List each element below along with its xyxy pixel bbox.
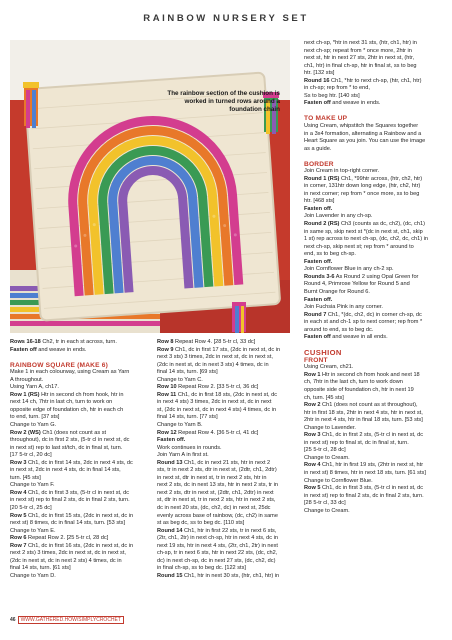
instruction-text: Ch2, tr in each st across, turn. xyxy=(40,339,117,345)
instruction-text: sts, tr in next 2 sts, dtr in next st, (2dtr, ch1, 2dtr) xyxy=(157,467,277,474)
text-line xyxy=(304,379,446,387)
instruction-text: in corner, 131htr down long edge, (htr, ch2, htr) xyxy=(304,183,421,190)
text-line xyxy=(157,535,299,543)
text-line xyxy=(304,334,446,342)
text-line xyxy=(304,372,446,380)
text-line xyxy=(304,455,446,463)
instruction-text: Change to Yarn F. xyxy=(10,482,55,489)
text-line xyxy=(304,55,446,63)
instruction-label: Row 11 xyxy=(157,391,177,398)
instruction-label: Row 9 xyxy=(157,346,174,353)
instruction-text: Ch1, *99htr across, (htr, ch2, htr) xyxy=(339,175,423,182)
instruction-text: next ch-sp, skip next st; rep from * around to xyxy=(304,243,414,250)
text-line xyxy=(157,362,299,370)
section-heading: BORDER xyxy=(304,160,334,168)
text-line xyxy=(10,505,150,513)
text-line xyxy=(157,573,299,581)
text-line xyxy=(304,191,446,199)
instruction-label: Fasten off. xyxy=(304,205,333,212)
instruction-text: Change to Cream. xyxy=(304,454,350,461)
text-line xyxy=(157,399,299,407)
instruction-label: Row 4 xyxy=(304,462,321,469)
text-line xyxy=(157,475,299,483)
page-header: RAINBOW NURSERY SET xyxy=(143,13,309,24)
instruction-text: Ch1 (does not count as st xyxy=(40,429,107,436)
instruction-text: opposite edge of foundation ch, htr in each ch xyxy=(10,406,124,413)
instruction-text: Repeat Row 2. [25 5-tr cl, 28 dc] xyxy=(26,535,109,542)
instruction-text: Ch1, dc in first 14 sts, 2dc in next 4 sts, dc xyxy=(26,459,133,466)
page-footer xyxy=(10,617,124,623)
text-line xyxy=(157,377,299,385)
instruction-text: final 14 sts, turn. [69 sts] xyxy=(157,369,218,376)
instruction-label: Round 16 xyxy=(304,77,330,84)
instruction-text: Ch1, dc in next 21 sts, htr in next 2 xyxy=(182,459,271,466)
instruction-text: Ch1, dc in first 16 sts, (2dc in next st, dc in xyxy=(26,542,134,549)
text-line xyxy=(304,447,446,455)
instruction-text: Ch1, htr in next 30 sts, (htr, ch1, htr) in xyxy=(182,572,280,579)
section-heading: RAINBOW SQUARE (MAKE 6) xyxy=(10,361,109,369)
text-line xyxy=(304,221,446,229)
text-line xyxy=(10,392,150,400)
text-line xyxy=(304,462,446,470)
text-line xyxy=(304,387,446,395)
text-line xyxy=(304,312,446,320)
text-line xyxy=(304,259,446,267)
text-line xyxy=(10,573,150,581)
instruction-text: htr in first 18 sts, 2htr in next 4 sts, htr in next st, xyxy=(304,409,423,416)
instruction-text: Ch3 (counts as dc, ch2), (dc, ch1) xyxy=(339,221,425,228)
instruction-label: Round 7 xyxy=(304,311,327,318)
instruction-text: Ch1, *htr to next ch-sp, (htr, ch1, htr) xyxy=(329,77,422,84)
text-line xyxy=(157,407,299,415)
text-line xyxy=(304,297,446,305)
instruction-text: As Round 2 using Opal Green for xyxy=(334,273,419,280)
instruction-text: and weave in ends. xyxy=(330,100,381,107)
instruction-label: Row 5 xyxy=(304,485,321,492)
text-line xyxy=(304,244,446,252)
instruction-text: Using Cream, whipstitch the Squares together xyxy=(304,122,419,129)
text-line xyxy=(304,470,446,478)
instruction-text: next 14 ch, 7htr in last ch, turn to work on xyxy=(10,399,113,406)
text-line xyxy=(304,251,446,259)
instruction-label: Row 7 xyxy=(10,542,27,549)
text-line xyxy=(10,452,150,460)
instruction-text: end, ss to beg ch-sp. xyxy=(304,251,356,258)
instruction-text: A throughout. xyxy=(10,376,44,383)
section-heading: CUSHION xyxy=(304,348,342,358)
instruction-text: Ch1, dc in first 17 sts, (2dc in next st, dc in xyxy=(173,346,281,353)
instruction-text: Ch1, dc in first 2 sts, (5-tr cl in next st, dc xyxy=(320,432,424,439)
instruction-text: Make 1 in each colourway, using Cream as Yarn xyxy=(10,369,130,376)
text-line xyxy=(157,565,299,573)
text-line xyxy=(10,347,150,355)
text-line xyxy=(157,558,299,566)
tassel-left xyxy=(23,82,39,128)
text-line xyxy=(304,131,446,139)
instruction-text: next st) 8 times, dc in final 14 sts, turn. [53 sts] xyxy=(10,520,126,527)
instruction-text: in next st) rep to final 2 sts, dc in final 2 sts, turn. xyxy=(10,497,130,504)
instruction-text: throughout), dc in first 2 sts, (5-tr cl in next st, dc xyxy=(10,437,130,444)
instruction-text: 2htr in next 4 sts, htr in final 18 sts, turn. [53 sts] xyxy=(304,417,423,424)
text-line xyxy=(304,229,446,237)
text-line xyxy=(157,414,299,422)
text-line xyxy=(304,63,446,71)
text-line xyxy=(304,206,446,214)
text-line xyxy=(157,490,299,498)
instruction-label: Row 12 xyxy=(157,429,177,436)
instruction-label: Round 1 (RS) xyxy=(304,175,340,182)
instruction-label: Row 2 (WS) xyxy=(10,429,41,436)
instruction-label: Fasten off. xyxy=(157,437,186,444)
text-line xyxy=(304,213,446,221)
text-line xyxy=(157,452,299,460)
text-line xyxy=(304,327,446,335)
instruction-text: Change to Yarn G. xyxy=(10,421,57,428)
instruction-label: Round 14 xyxy=(157,527,183,534)
instruction-label: Round 2 (RS) xyxy=(304,221,340,228)
text-line xyxy=(157,513,299,521)
text-line xyxy=(304,146,446,154)
instruction-text: around to end, ss to beg dc. xyxy=(304,326,374,333)
instruction-label: Row 6 xyxy=(10,535,27,542)
text-line xyxy=(157,347,299,355)
instruction-text: Round 4, Primrose Yellow for Round 5 and xyxy=(304,281,410,288)
text-line xyxy=(10,543,150,551)
instruction-label: Fasten off. xyxy=(304,296,333,303)
text-line xyxy=(10,384,150,392)
instruction-text: and weave in all ends. xyxy=(330,334,388,341)
instruction-text: Ss to beg htr. [140 sts] xyxy=(304,92,360,99)
instruction-text: as a guide. xyxy=(304,145,332,152)
instruction-text: next 2 sts) 3 times, 2dc in next st, dc in next st, xyxy=(10,550,126,557)
instruction-text: turn. [45 sts] xyxy=(10,474,41,481)
text-line xyxy=(10,475,150,483)
text-line xyxy=(157,422,299,430)
instruction-text: Repeat Row 2. [33 5-tr cl, 36 dc] xyxy=(176,384,259,391)
text-line xyxy=(10,369,150,377)
instruction-text: htr. [132 sts] xyxy=(304,70,335,77)
text-line xyxy=(304,425,446,433)
text-line xyxy=(157,339,299,347)
text-line xyxy=(304,198,446,206)
text-line xyxy=(10,550,150,558)
text-line xyxy=(157,437,299,445)
instruction-text: final 14 sts, turn. [61 sts] xyxy=(10,565,71,572)
instruction-text: [28 5-tr cl, 33 dc] xyxy=(304,500,346,507)
instruction-label: Row 4 xyxy=(10,489,27,496)
instruction-text: dc in next 20 sts, (dc, ch2, dc) in next st, 25dc xyxy=(157,505,271,512)
instruction-text: Join Yarn A in first st. xyxy=(157,452,209,459)
instruction-label: Row 1 (RS) xyxy=(10,391,40,398)
instruction-text: in next st, 2dc in next 4 sts, dc in final 14 sts, xyxy=(10,467,121,474)
instruction-text: [25 5-tr cl, 28 dc] xyxy=(304,447,346,454)
instruction-label: Fasten off. xyxy=(304,258,333,265)
instruction-label: Row 1 xyxy=(304,371,321,378)
instruction-text: ch-sp, tr in next 6 sts, htr in next 22 sts, (dc, ch2, xyxy=(157,550,278,557)
text-line xyxy=(304,440,446,448)
text-line xyxy=(157,467,299,475)
instruction-text: Ch1, htr in first 19 sts, (2htr in next st, htr xyxy=(320,462,424,469)
text-line xyxy=(10,377,150,385)
text-line xyxy=(304,364,446,372)
text-line xyxy=(10,565,150,573)
instruction-text: Join Cornflower Blue in any ch-2 sp. xyxy=(304,266,394,273)
text-line xyxy=(304,432,446,440)
text-line xyxy=(304,40,446,48)
text-line xyxy=(10,482,150,490)
text-line xyxy=(157,430,299,438)
instruction-label: Fasten off xyxy=(10,346,37,353)
text-line xyxy=(10,467,150,475)
instruction-text: in next st) rep to final st, dc in final st, turn. xyxy=(304,439,409,446)
instruction-text: Using Cream, ch21. xyxy=(304,364,354,371)
text-column-2 xyxy=(157,339,299,581)
instruction-text: next ch-sp; repeat from * once more, 2htr in xyxy=(304,47,412,54)
text-line xyxy=(304,168,446,176)
instruction-text: ch, turn. [45 sts] xyxy=(304,394,344,401)
instruction-text: Join Lavender in any ch-sp. xyxy=(304,213,373,220)
text-line xyxy=(157,392,299,400)
instruction-text: in next st) rep to last st/tch, dc in final st, turn. xyxy=(10,444,123,451)
instruction-text: Repeat Row 4. [28 5-tr cl, 33 dc] xyxy=(173,339,256,345)
instruction-text: in next st, dtr in next st, tr in next 2 sts, htr in xyxy=(157,474,267,481)
instruction-text: Htr in second ch from hook and next 18 xyxy=(320,371,420,378)
text-line xyxy=(157,528,299,536)
instruction-text: in next 4 sts) 3 times, 2dc in next st, dc in next xyxy=(157,399,272,406)
instruction-text: in each st and ch-1 sp to next corner; rep from * xyxy=(304,319,423,326)
text-line xyxy=(304,410,446,418)
instruction-text: next 3 sts) 3 times, 2dc in next st, dc in next st, xyxy=(157,354,273,361)
text-line xyxy=(10,399,150,407)
instruction-text: next 2 sts, dc in next 13 sts, htr in next 2 sts, tr in xyxy=(157,482,278,489)
text-line xyxy=(304,183,446,191)
instruction-text: htr. [468 sts] xyxy=(304,198,335,205)
instruction-text: dc) in next ch-sp, dc in next 27 sts, (dc, ch2, dc) xyxy=(157,557,276,564)
instruction-text: st as beg dc, ss to beg dc. [110 sts] xyxy=(157,520,245,527)
text-line xyxy=(304,176,446,184)
text-line xyxy=(10,528,150,536)
text-line xyxy=(157,482,299,490)
text-line xyxy=(157,497,299,505)
instruction-text: next st, htr in next 27 sts, 2htr in next st, (htr, xyxy=(304,55,415,62)
photo-caption: The rainbow section of the cushion is worked in turned rows around a foundation chain xyxy=(167,90,280,113)
text-line xyxy=(10,520,150,528)
section-heading: TO MAKE UP xyxy=(304,115,348,123)
instruction-text: [17 5-tr cl, 20 dc] xyxy=(10,452,52,459)
instruction-text: to end, turn. [37 sts] xyxy=(10,414,60,421)
instruction-text: next 2 sts, dtr in next st, (2dtr, ch1, 2dtr) in next xyxy=(157,489,274,496)
instruction-label: Row 3 xyxy=(304,432,321,439)
instruction-text: evenly across base of rainbow, (dc, ch2) in same xyxy=(157,512,278,519)
text-line xyxy=(10,497,150,505)
text-line xyxy=(304,93,446,101)
text-line xyxy=(304,289,446,297)
instruction-label: Fasten off xyxy=(304,100,331,107)
text-line xyxy=(304,395,446,403)
instruction-text: (2dc in next st, dc in next 2 sts) 4 times, dc in xyxy=(10,557,122,564)
text-line xyxy=(157,543,299,551)
instruction-text: in a 3x4 formation, alternating a Rainbow and a xyxy=(304,130,422,137)
instruction-text: Repeat Row 4. [36 5-tr cl, 41 dc] xyxy=(176,429,259,436)
text-line xyxy=(10,460,150,468)
text-line xyxy=(10,535,150,543)
instruction-label: Rows 16-18 xyxy=(10,339,41,345)
text-line xyxy=(304,281,446,289)
text-line xyxy=(304,138,446,146)
instruction-text: in next corner; rep from * once more, ss to beg xyxy=(304,190,420,197)
text-column-3 xyxy=(304,40,446,515)
text-line xyxy=(304,508,446,516)
instruction-text: st, (2dc in next st, dc in next 4 sts) 4 times, dc in xyxy=(157,406,277,413)
text-line xyxy=(10,513,150,521)
text-line xyxy=(304,417,446,425)
text-line xyxy=(304,274,446,282)
instruction-text: (2dc in next st, dc in next 3 sts) 4 times, dc in xyxy=(157,361,269,368)
text-line xyxy=(304,485,446,493)
text-line xyxy=(10,490,150,498)
text-line xyxy=(157,354,299,362)
instruction-text: next 19 sts, htr in next 4 sts, (2tr, ch1, 2tr) in next xyxy=(157,542,278,549)
instruction-text: Change to Cream. xyxy=(304,507,350,514)
instruction-text: in same sp, skip next st *(dc in next st, ch1, skip xyxy=(304,228,423,235)
instruction-text: 1 st) rep across to next ch-sp, (dc, ch2, dc, ch1) in xyxy=(304,236,429,243)
instruction-text: Burnt Orange for Round 6. xyxy=(304,288,370,295)
instruction-text: Change to Yarn D. xyxy=(10,572,56,579)
instruction-label: Row 3 xyxy=(10,459,27,466)
instruction-text: Ch1, dc in first 18 sts, (2dc in next st, dc xyxy=(176,391,278,398)
text-line xyxy=(10,339,150,347)
text-line xyxy=(10,445,150,453)
text-line xyxy=(304,236,446,244)
cushion-illustration xyxy=(10,40,290,333)
text-line xyxy=(157,384,299,392)
instruction-text: (2tr, ch1, 2tr) in next ch-sp, htr in next 4 sts, dc in xyxy=(157,535,278,542)
instruction-text: Ch1, dc in first 15 sts, (2dc in next st, dc in xyxy=(26,512,134,519)
text-line xyxy=(304,500,446,508)
instruction-text: Change to Cornflower Blue. xyxy=(304,477,373,484)
instruction-label: Round 13 xyxy=(157,459,183,466)
instruction-label: Row 5 xyxy=(10,512,27,519)
text-line xyxy=(157,550,299,558)
tassel-bottom-right xyxy=(232,302,246,333)
text-line xyxy=(304,85,446,93)
instruction-label: Rounds 3-6 xyxy=(304,273,335,280)
instruction-text: in final ch-sp, ss to beg dc. [122 sts] xyxy=(157,565,246,572)
text-line xyxy=(10,414,150,422)
instruction-text: Join Cream in top-right corner. xyxy=(304,168,380,175)
instruction-text: Using Yarn A, ch17. xyxy=(10,384,59,391)
rainbow-cushion-photo xyxy=(10,40,290,333)
spacer xyxy=(304,153,446,161)
instruction-text: Change to Yarn E. xyxy=(10,527,56,534)
section-heading: FRONT xyxy=(304,356,328,364)
instruction-label: Fasten off xyxy=(304,334,331,341)
instruction-text: ch, 7htr in the last ch, turn to work down xyxy=(304,379,403,386)
instruction-text: Change to Yarn B. xyxy=(157,422,203,429)
text-line xyxy=(304,70,446,78)
instruction-text: [20 5-tr cl, 25 dc] xyxy=(10,504,52,511)
instruction-text: Change to Yarn C. xyxy=(157,376,203,383)
instruction-label: Row 8 xyxy=(157,339,174,345)
instruction-text: next ch-sp, *htr in next 31 sts, (htr, ch1, htr) in xyxy=(304,40,417,46)
text-line xyxy=(304,123,446,131)
text-line xyxy=(304,402,446,410)
text-line xyxy=(304,78,446,86)
instruction-text: ch1, htr) in final ch-sp, htr in final st, ss to beg xyxy=(304,62,417,69)
instruction-text: in ch-sp; rep from * to end, xyxy=(304,85,370,92)
instruction-text: Ch1, htr in first 22 sts, tr in next 6 sts, xyxy=(182,527,277,534)
text-line xyxy=(304,478,446,486)
text-column-1 xyxy=(10,339,150,580)
text-line xyxy=(157,369,299,377)
text-line xyxy=(157,445,299,453)
spacer xyxy=(10,354,150,362)
text-line xyxy=(304,48,446,56)
website-link[interactable]: WWW.GATHERED.HOW/SIMPLYCROCHET xyxy=(18,616,124,624)
instruction-text: Ch1, dc in first 3 sts, (5-tr cl in next st, dc xyxy=(26,489,130,496)
text-line xyxy=(304,304,446,312)
instruction-text: Heart Square as you join. You can use the image xyxy=(304,138,426,145)
instruction-text: Htr in second ch from hook, htr in xyxy=(39,391,124,398)
instruction-text: opposite side of foundation ch, htr in next 19 xyxy=(304,387,414,394)
text-line xyxy=(304,266,446,274)
text-line xyxy=(304,319,446,327)
text-line xyxy=(10,407,150,415)
text-line xyxy=(10,422,150,430)
instruction-text: final 14 sts, turn. [77 sts] xyxy=(157,414,218,421)
instruction-text: Work continues in rounds. xyxy=(157,444,222,451)
text-line xyxy=(157,520,299,528)
text-line xyxy=(10,430,150,438)
page-number: 46 xyxy=(10,617,16,623)
instruction-text: Change to Lavender. xyxy=(304,424,356,431)
instruction-label: Row 2 xyxy=(304,402,321,409)
instruction-text: in next st) 8 times, htr in next 18 sts, turn. [61 sts] xyxy=(304,470,426,477)
instruction-label: Round 15 xyxy=(157,572,183,579)
text-line xyxy=(10,558,150,566)
text-line xyxy=(10,437,150,445)
instruction-text: Join Fuchsia Pink in any corner. xyxy=(304,304,383,311)
instruction-label: Row 10 xyxy=(157,384,177,391)
instruction-text: st, dtr in next st, tr in next 2 sts, htr in next 2 sts, xyxy=(157,497,276,504)
instruction-text: Ch1, *(dc, ch2, dc) in corner ch-sp, dc xyxy=(326,311,422,318)
instruction-text: and weave in ends. xyxy=(36,346,87,353)
instruction-text: Ch1, dc in first 3 sts, (5-tr cl in next st, dc xyxy=(320,485,424,492)
instruction-text: in next st) rep to final 2 sts, dc in final 2 sts, turn. xyxy=(304,492,424,499)
spacer xyxy=(304,108,446,116)
text-line xyxy=(304,493,446,501)
instruction-text: Ch1 (does not count as st throughout), xyxy=(320,402,418,409)
text-line xyxy=(304,100,446,108)
text-line xyxy=(157,505,299,513)
text-line xyxy=(157,460,299,468)
